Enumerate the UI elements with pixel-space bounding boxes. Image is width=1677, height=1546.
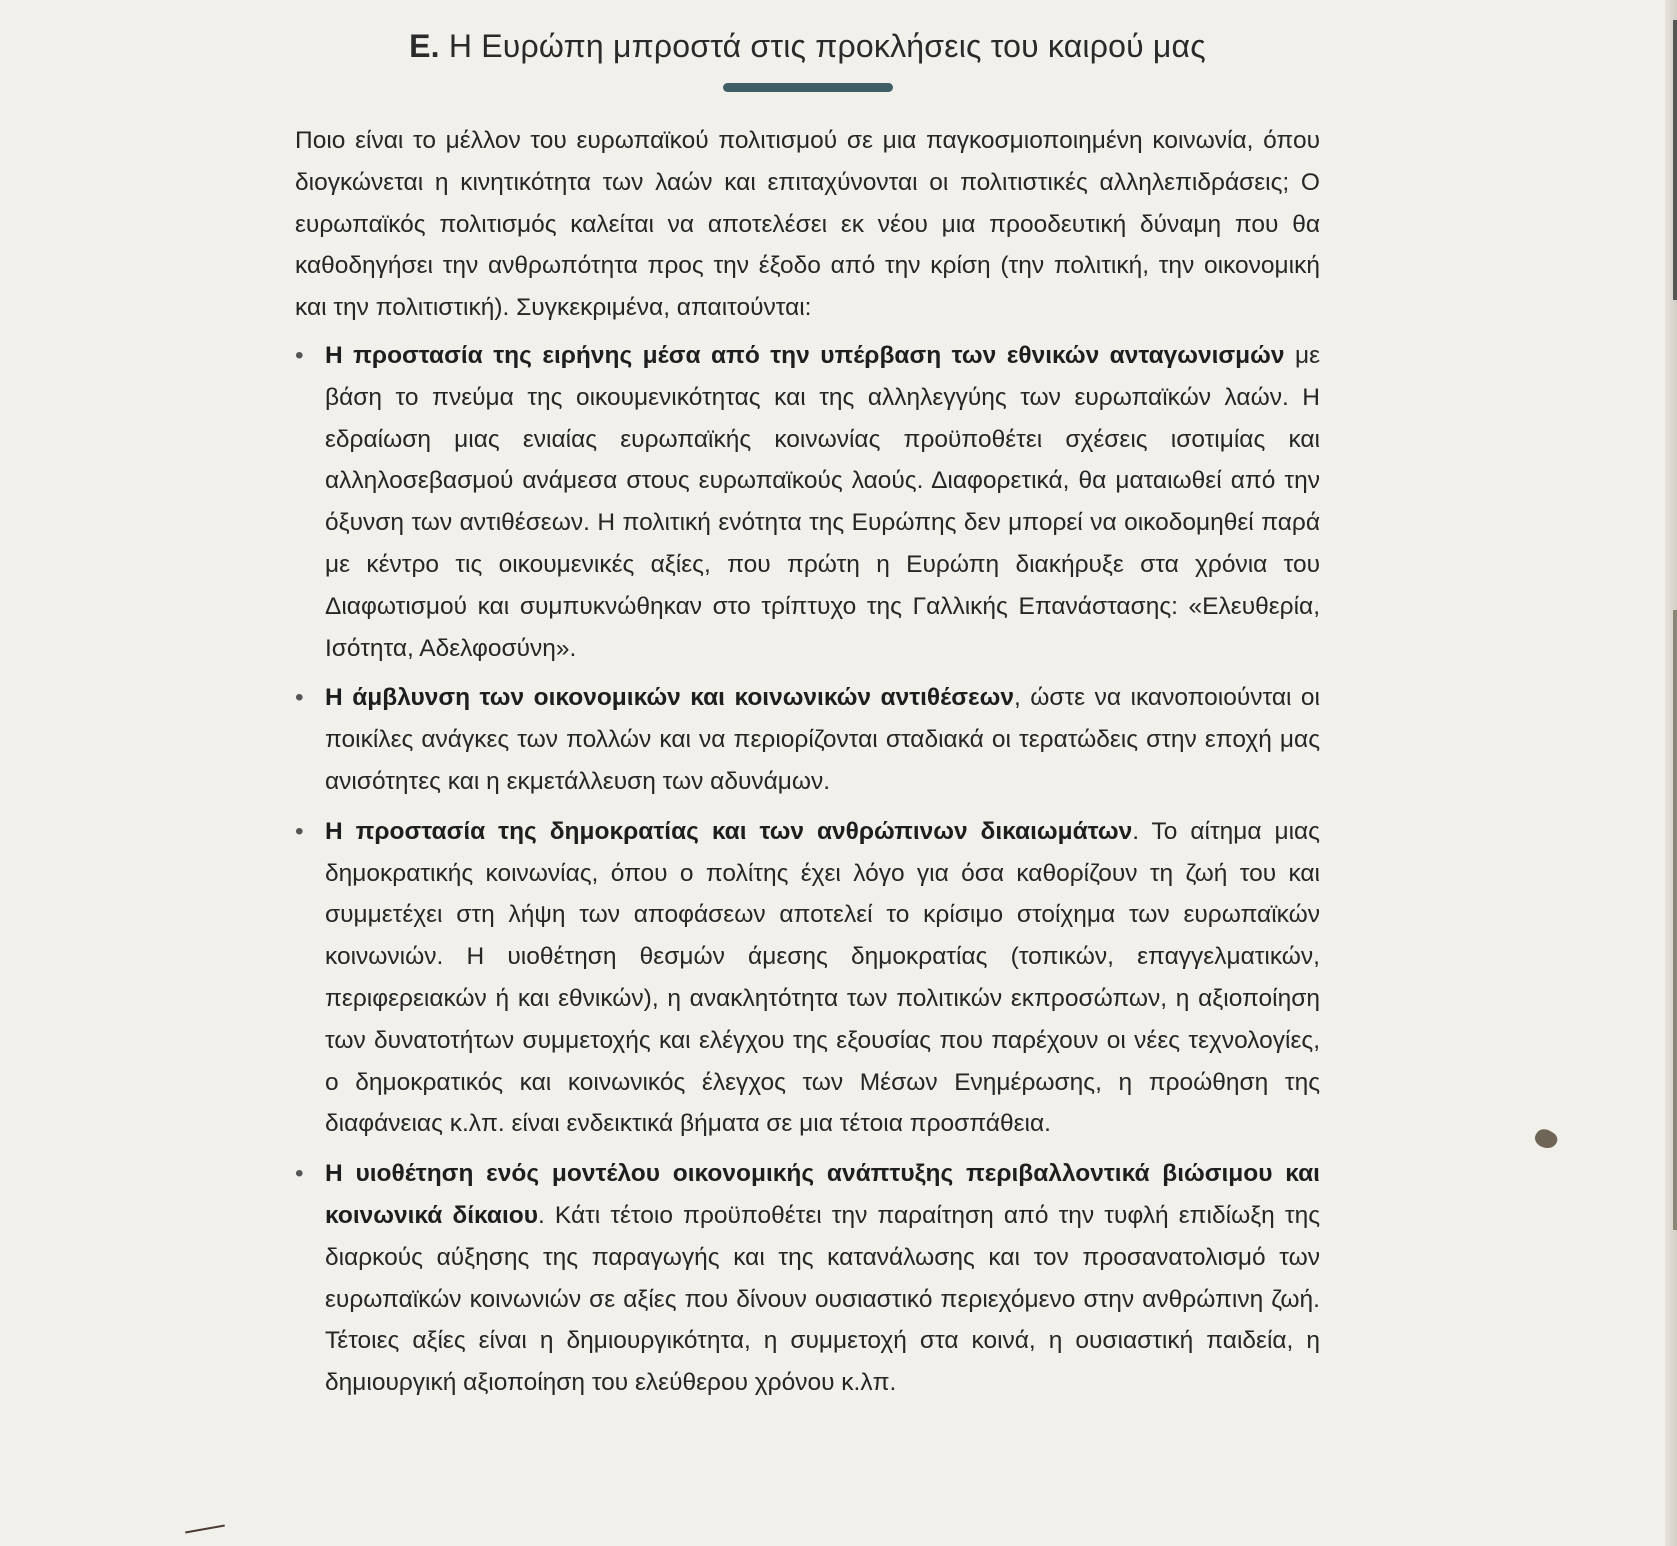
requirements-list — [295, 335, 1320, 1404]
list-item — [295, 1153, 1320, 1404]
list-item-bold: Η προστασία της δημοκρατίας και των ανθρώπινων δικαιωμάτων — [325, 817, 1133, 845]
list-item-bold: Η άμβλυνση των οικονομικών και κοινωνικών αντιθέσεων — [325, 684, 1014, 712]
bullet-icon: • — [295, 341, 304, 369]
bullet-icon: • — [295, 817, 304, 845]
page-edge-mark — [1673, 20, 1677, 300]
list-item-text: . Κάτι τέτοιο προϋποθέτει την παραίτηση από την τυφλή επιδίωξη της διαρκούς αύξησης της παραγωγής και της κατανάλωσης και τον προσανατολισμό των ευρωπαϊκών κοινωνιών σε αξίες που δίνουν ουσιαστικό περιεχόμενο στην ανθρώπινη ζωή. Τέτοιες αξίες είναι η δημιουργικότητα, η συμμετοχή στα κοινά, η ουσιαστική παιδεία, η δημιουργική αξιοποίηση του ελεύθερου χρόνου κ.λπ. — [325, 1201, 1321, 1397]
document-page — [295, 28, 1320, 1412]
paper-scratch — [185, 1525, 225, 1534]
section-letter: Ε. — [409, 28, 440, 64]
section-heading — [295, 28, 1320, 65]
intro-paragraph: Ποιο είναι το μέλλον του ευρωπαϊκού πολιτισμού σε μια παγκοσμιοποιημένη κοινωνία, όπου διογκώνεται η κινητικότητα των λαών και επιταχύνονται οι πολιτιστικές αλληλεπιδράσεις; Ο ευρωπαϊκός πολιτισμός καλείται να αποτελέσει εκ νέου μια προοδευτική δύναμη που θα καθοδηγήσει την ανθρωπότητα προς την έξοδο από την κρίση (την πολιτική, την οικονομική και την πολιτιστική). Συγκεκριμένα, απαιτούνται: — [295, 127, 1320, 322]
list-item-bold: Η προστασία της ειρήνης μέσα από την υπέρβαση των εθνικών ανταγωνισμών — [325, 341, 1285, 369]
section-title: Η Ευρώπη μπροστά στις προκλήσεις του καιρού μας — [448, 28, 1206, 64]
list-item-text: με βάση το πνεύμα της οικουμενικότητας και της αλληλεγγύης των ευρωπαϊκών λαών. Η εδραίωση μιας ενιαίας ευρωπαϊκής κοινωνίας προϋποθέτει σχέσεις ισοτιμίας και αλληλοσεβασμού ανάμεσα στους ευρωπαϊκούς λαούς. Διαφορετικά, θα ματαιωθεί από την όξυνση των αντιθέσεων. Η πολιτική ενότητα της Ευρώπης δεν μπορεί να οικοδομηθεί παρά με κέντρο τις οικουμενικές αξίες, που πρώτη η Ευρώπη διακήρυξε στα χρόνια του Διαφωτισμού και συμπυκνώθηκαν στο τρίπτυχο της Γαλλικής Επανάστασης: «Ελευθερία, Ισότητα, Αδελφοσύνη». — [325, 341, 1320, 662]
list-item — [295, 677, 1320, 802]
list-item — [295, 811, 1320, 1145]
list-item-bold: Η υιοθέτηση ενός μοντέλου οικονομικής ανάπτυξης περιβαλλοντικά βιώσιμου και κοινωνικά δίκαιου — [325, 1160, 1320, 1229]
heading-underline — [723, 83, 893, 92]
paper-speck — [1532, 1126, 1560, 1153]
list-item — [295, 335, 1320, 669]
list-item-text: . Το αίτημα μιας δημοκρατικής κοινωνίας, όπου ο πολίτης έχει λόγο για όσα καθορίζουν τη ζωή του και συμμετέχει στη λήψη των αποφάσεων αποτελεί το κρίσιμο στοίχημα των ευρωπαϊκών κοινωνιών. Η υιοθέτηση θεσμών άμεσης δημοκρατίας (τοπικών, επαγγελματικών, περιφερειακών ή και εθνικών), η ανακλητότητα των πολιτικών εκπροσώπων, η αξιοποίηση των δυνατοτήτων συμμετοχής και ελέγχου της εξουσίας που παρέχουν οι νέες τεχνολογίες, ο δημοκρατικός και κοινωνικός έλεγχος των Μέσων Ενημέρωσης, η προώθηση της διαφάνειας κ.λπ. είναι ενδεικτικά βήματα σε μια τέτοια προσπάθεια. — [325, 817, 1320, 1138]
bullet-icon: • — [295, 684, 304, 712]
list-item-text: , ώστε να ικανοποιούνται οι ποικίλες ανάγκες των πολλών και να περιορίζονται σταδιακά οι τερατώδεις στην εποχή μας ανισότητες και η εκμετάλλευση των αδυνάμων. — [325, 684, 1320, 795]
bullet-icon: • — [295, 1160, 304, 1188]
page-edge-mark — [1673, 610, 1677, 1230]
